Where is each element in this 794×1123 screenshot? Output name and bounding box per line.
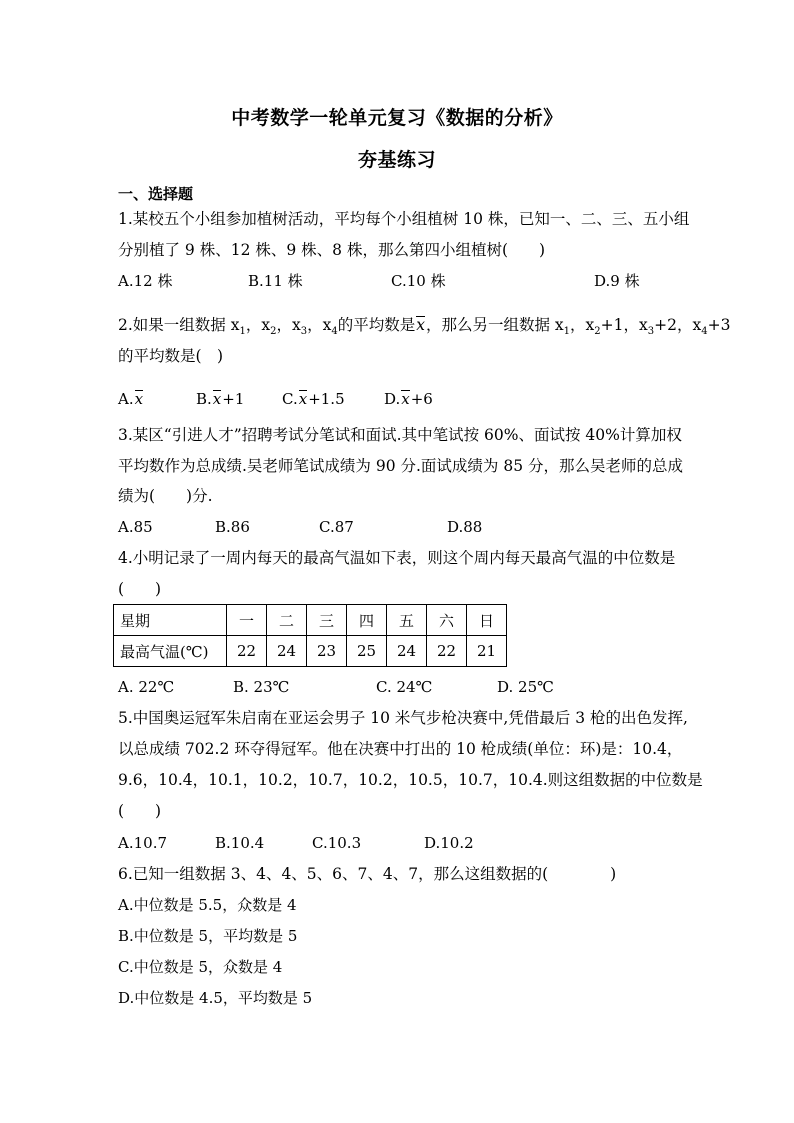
section-heading: 一、选择题 <box>118 185 194 203</box>
table-row-temps <box>114 636 507 667</box>
q5-line-1: 5.中国奥运冠军朱启南在亚运会男子 10 米气步枪决赛中,凭借最后 3 枪的出色发挥, <box>118 709 688 727</box>
q4-line-1: 4.小明记录了一周内每天的最高气温如下表，则这个周内每天最高气温的中位数是 <box>118 549 676 567</box>
table-row-days <box>114 605 507 636</box>
q5-line-3: 9.6，10.4，10.1，10.2，10.7，10.2，10.5，10.7，10.4.则这组数据的中位数是 <box>118 771 703 789</box>
q3-option-b: B.86 <box>215 518 250 536</box>
q4-option-d: D. 25℃ <box>497 678 554 696</box>
q5-option-d: D.10.2 <box>424 834 474 852</box>
q6-option-c: C.中位数是 5，众数是 4 <box>118 958 283 976</box>
table-cell-temp: 22 <box>427 636 467 667</box>
table-cell-day: 二 <box>267 605 307 636</box>
table-cell-day: 五 <box>387 605 427 636</box>
q6-option-a: A.中位数是 5.5，众数是 4 <box>118 896 297 914</box>
table-cell-day: 日 <box>467 605 507 636</box>
q3-line-2: 平均数作为总成绩.吴老师笔试成绩为 90 分.面试成绩为 85 分，那么吴老师的总成 <box>118 457 684 475</box>
q4-line-2: ( ) <box>118 580 162 598</box>
q2-option-c: C.x+1.5 <box>282 390 345 408</box>
q1-option-d: D.9 株 <box>594 272 640 290</box>
q6-line-1: 6.已知一组数据 3、4、4、5、6、7、4、7，那么这组数据的( ) <box>118 865 617 883</box>
q5-option-a: A.10.7 <box>118 834 167 852</box>
q2-line-1: 2.如果一组数据 $x_1$，$x_2$，$x_3$，$x_4$的平均数是x，那么另一组数据 $x_1$，$x_2+1$，$x_3+2$，$x_4+3$ <box>118 316 731 338</box>
table-cell-temp: 24 <box>267 636 307 667</box>
q1-option-a: A.12 株 <box>118 272 173 290</box>
q2-line-2: 的平均数是( ) <box>118 347 224 365</box>
q3-option-c: C.87 <box>319 518 354 536</box>
table-cell-day: 四 <box>347 605 387 636</box>
q1-line-2: 分别植了 9 株、12 株、9 株、8 株，那么第四小组植树( ) <box>118 241 546 259</box>
q4-option-b: B. 23℃ <box>233 678 290 696</box>
table-cell-temp: 24 <box>387 636 427 667</box>
q1-option-b: B.11 株 <box>248 272 303 290</box>
q5-line-4: ( ) <box>118 802 162 820</box>
table-cell-label: 星期 <box>114 605 227 636</box>
table-cell-day: 一 <box>227 605 267 636</box>
mean-symbol: x <box>416 316 425 334</box>
q5-option-b: B.10.4 <box>215 834 265 852</box>
table-cell-temp: 23 <box>307 636 347 667</box>
table-cell-day: 六 <box>427 605 467 636</box>
q1-line-1: 1.某校五个小组参加植树活动，平均每个小组植树 10 株，已知一、二、三、五小组 <box>118 210 690 228</box>
table-cell-temp: 22 <box>227 636 267 667</box>
q3-line-3: 绩为( )分. <box>118 487 213 505</box>
document-subtitle: 夯基练习 <box>357 149 436 171</box>
document-title: 中考数学一轮单元复习《数据的分析》 <box>231 107 563 129</box>
table-cell-temp: 25 <box>347 636 387 667</box>
table-cell-label: 最高气温(℃) <box>114 636 227 667</box>
q4-option-a: A. 22℃ <box>118 678 175 696</box>
q2-option-a: A.x <box>118 390 144 408</box>
q3-option-d: D.88 <box>447 518 483 536</box>
q5-option-c: C.10.3 <box>312 834 362 852</box>
q6-option-d: D.中位数是 4.5，平均数是 5 <box>118 989 313 1007</box>
temperature-table <box>113 604 507 667</box>
q2-option-d: D.x+6 <box>384 390 433 408</box>
q2-option-b: B.x+1 <box>196 390 245 408</box>
q4-option-c: C. 24℃ <box>376 678 433 696</box>
table-cell-day: 三 <box>307 605 347 636</box>
q3-line-1: 3.某区“引进人才”招聘考试分笔试和面试.其中笔试按 60%、面试按 40%计算加权 <box>118 426 682 444</box>
table-cell-temp: 21 <box>467 636 507 667</box>
q6-option-b: B.中位数是 5，平均数是 5 <box>118 927 298 945</box>
q3-option-a: A.85 <box>118 518 153 536</box>
q1-option-c: C.10 株 <box>391 272 446 290</box>
q5-line-2: 以总成绩 702.2 环夺得冠军。他在决赛中打出的 10 枪成绩(单位：环)是：10.4， <box>118 740 683 758</box>
